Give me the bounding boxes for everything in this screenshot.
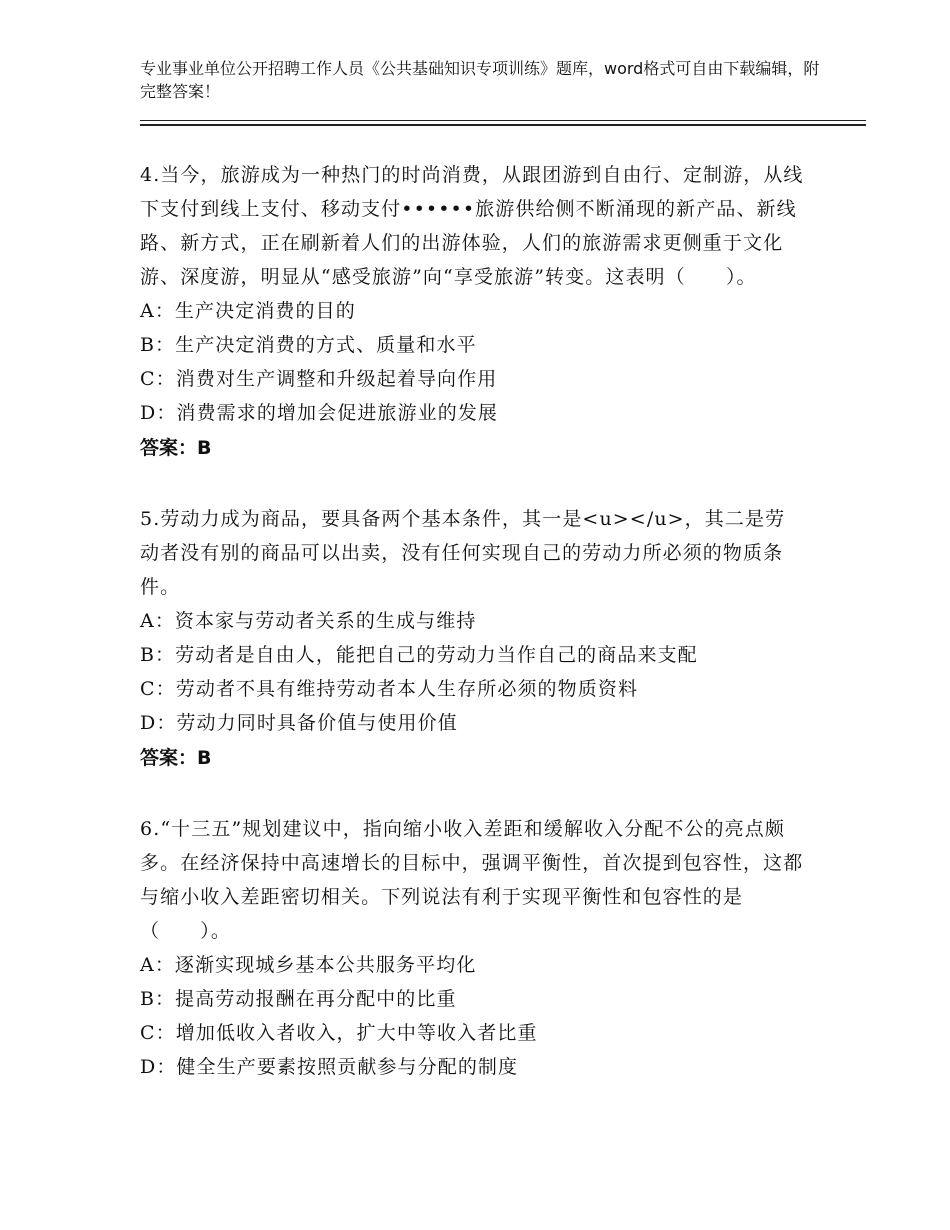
question-6 bbox=[140, 812, 805, 1084]
option-a: A：资本家与劳动者关系的生成与维持 bbox=[140, 610, 477, 632]
question-stem: 6.“十三五”规划建议中，指向缩小收入差距和缓解收入分配不公的亮点颇多。在经济保持中高速增长的目标中，强调平衡性，首次提到包容性，这都与缩小收入差距密切相关。下列说法有利于实现平衡性和包容性的是（ ）。 bbox=[140, 818, 804, 942]
question-stem: 4.当今，旅游成为一种热门的时尚消费，从跟团游到自由行、定制游，从线下支付到线上支付、移动支付••••••旅游供给侧不断涌现的新产品、新线路、新方式，正在刷新着人们的出游体验，人们的旅游需求更侧重于文化游、深度游，明显从“感受旅游”向“享受旅游”转变。这表明（ ）。 bbox=[140, 164, 804, 288]
option-a: A：生产决定消费的目的 bbox=[140, 300, 356, 322]
header-rule-thin bbox=[140, 120, 866, 121]
header-rule-thick bbox=[140, 124, 866, 126]
question-5 bbox=[140, 502, 805, 776]
page-header: 专业事业单位公开招聘工作人员《公共基础知识专项训练》题库，word格式可自由下载编辑，附完整答案！ bbox=[140, 59, 820, 101]
option-d: D：劳动力同时具备价值与使用价值 bbox=[140, 712, 458, 734]
option-c: C：增加低收入者收入，扩大中等收入者比重 bbox=[140, 1022, 538, 1044]
option-a: A：逐渐实现城乡基本公共服务平均化 bbox=[140, 954, 477, 976]
option-b: B：提高劳动报酬在再分配中的比重 bbox=[140, 988, 457, 1010]
question-4 bbox=[140, 158, 805, 466]
option-c: C：消费对生产调整和升级起着导向作用 bbox=[140, 368, 498, 390]
option-c: C：劳动者不具有维持劳动者本人生存所必须的物质资料 bbox=[140, 678, 639, 700]
question-stem: 5.劳动力成为商品，要具备两个基本条件，其一是<u></u>，其二是劳动者没有别的商品可以出卖，没有任何实现自己的劳动力所必须的物质条件。 bbox=[140, 508, 786, 598]
question-list bbox=[140, 158, 805, 1120]
answer: 答案：B bbox=[140, 437, 212, 459]
option-b: B：劳动者是自由人，能把自己的劳动力当作自己的商品来支配 bbox=[140, 644, 698, 666]
answer: 答案：B bbox=[140, 747, 212, 769]
option-b: B：生产决定消费的方式、质量和水平 bbox=[140, 334, 477, 356]
option-d: D：健全生产要素按照贡献参与分配的制度 bbox=[140, 1056, 519, 1078]
option-d: D：消费需求的增加会促进旅游业的发展 bbox=[140, 402, 499, 424]
